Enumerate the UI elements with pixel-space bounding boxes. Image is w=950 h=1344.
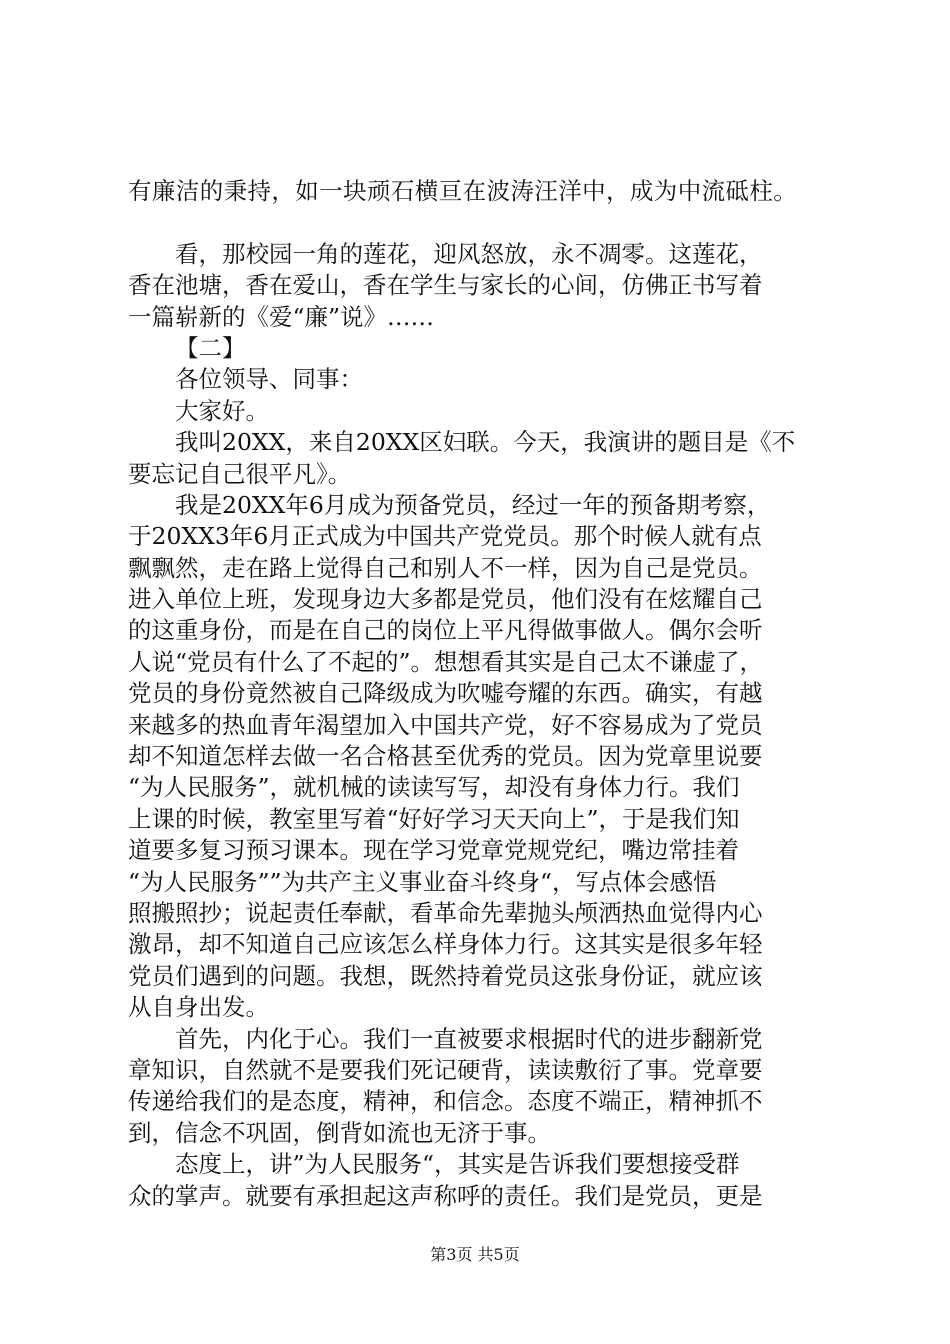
- text-line: 态度上，讲”为人民服务“，其实是告诉我们要想接受群: [175, 1150, 740, 1179]
- text-line: 飘飘然，走在路上觉得自己和别人不一样，因为自己是党员。: [128, 553, 763, 582]
- text-line: 党员的身份竟然被自己降级成为吹嘘夸耀的东西。确实，有越: [128, 679, 763, 708]
- text-line: 首先，内化于心。我们一直被要求根据时代的进步翻新党: [175, 1024, 763, 1053]
- text-line: 的这重身份，而是在自己的岗位上平凡得做事做人。偶尔会听: [128, 616, 763, 645]
- text-line: 各位领导、同事：: [175, 365, 363, 394]
- text-line: 从自身出发。: [128, 993, 269, 1022]
- text-line: 道要多复习预习课本。现在学习党章党规党纪，嘴边常挂着: [128, 836, 739, 865]
- text-line: 章知识，自然就不是要我们死记硬背，读读敷衍了事。党章要: [128, 1055, 763, 1084]
- text-line: 传递给我们的是态度，精神，和信念。态度不端正，精神抓不: [128, 1087, 763, 1116]
- text-line: 众的掌声。就要有承担起这声称呼的责任。我们是党员，更是: [128, 1181, 763, 1210]
- text-line: “为人民服务””为共产主义事业奋斗终身“，写点体会感悟: [128, 867, 717, 896]
- text-line: 有廉洁的秉持，如一块顽石横亘在波涛汪洋中，成为中流砥柱。: [128, 177, 798, 205]
- text-line: 香在池塘，香在爱山，香在学生与家长的心间，仿佛正书写着: [128, 271, 763, 300]
- text-line: 于20XX3年6月正式成为中国共产党党员。那个时候人就有点: [128, 522, 762, 551]
- text-line: 看，那校园一角的莲花，迎风怒放，永不凋零。这莲花，: [175, 239, 763, 268]
- text-line: 大家好。: [175, 396, 269, 425]
- text-line: 来越多的热血青年渴望加入中国共产党，好不容易成为了党员: [128, 710, 763, 739]
- paragraph-gap: [128, 207, 830, 238]
- text-line: 到，信念不巩固，倒背如流也无济于事。: [128, 1118, 551, 1147]
- text-line: 进入单位上班，发现身边大多都是党员，他们没有在炫耀自己: [128, 585, 763, 614]
- document-body: [128, 176, 830, 1212]
- text-line: 要忘记自己很平凡》。: [128, 459, 352, 488]
- text-line: 却不知道怎样去做一名合格甚至优秀的党员。因为党章里说要: [128, 742, 763, 771]
- text-line: 上课的时候，教室里写着“好好学习天天向上”，于是我们知: [128, 804, 740, 833]
- text-line: 人说“党员有什么了不起的”。想想看其实是自己太不谦虚了，: [128, 647, 764, 676]
- text-line: 照搬照抄；说起责任奉献，看革命先辈抛头颅洒热血觉得内心: [128, 898, 763, 927]
- page-footer: 第3页 共5页: [430, 1245, 520, 1264]
- text-line: 激昂，却不知道自己应该怎么样身体力行。这其实是很多年轻: [128, 930, 763, 959]
- text-line: “为人民服务”，就机械的读读写写，却没有身体力行。我们: [128, 773, 740, 802]
- text-line: 党员们遇到的问题。我想，既然持着党员这张身份证，就应该: [128, 961, 763, 990]
- text-line: 一篇崭新的《爱“廉”说》……: [128, 302, 435, 331]
- text-line: 我是20XX年6月成为预备党员，经过一年的预备期考察，: [175, 490, 771, 519]
- text-line: 我叫20XX，来自20XX区妇联。今天，我演讲的题目是《不: [175, 428, 796, 457]
- text-line: 【二】: [175, 333, 246, 362]
